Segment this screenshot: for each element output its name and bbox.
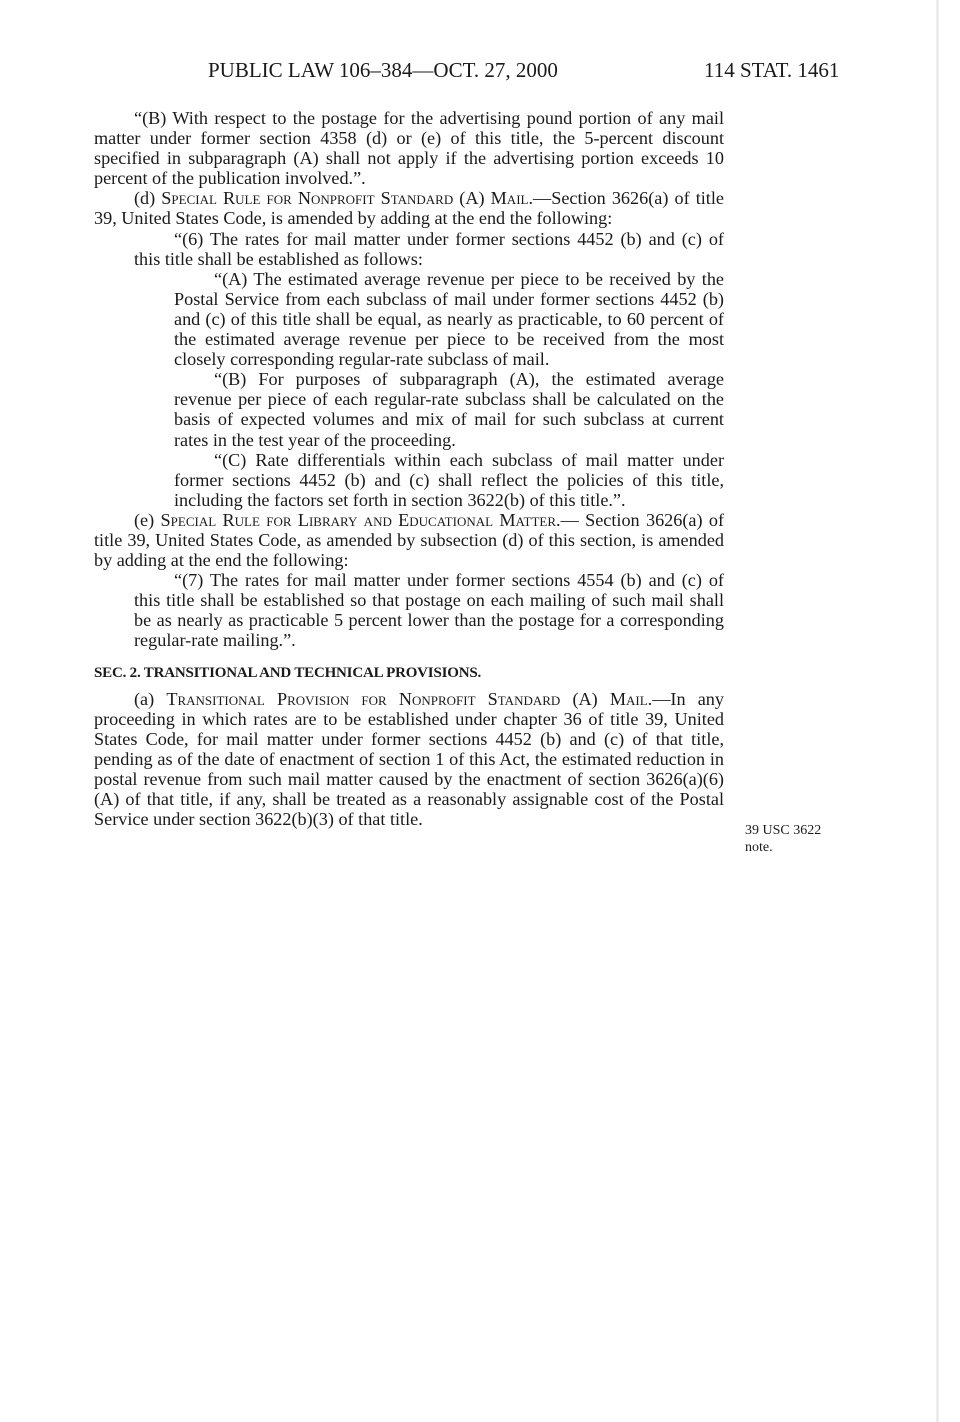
scan-edge-shadow (936, 0, 939, 1422)
stat-citation: 114 STAT. 1461 (704, 58, 840, 82)
subsection-e-heading: Special Rule for Library and Educational Matter. (160, 509, 561, 530)
subsection-2a-body: —In any proceeding in which rates are to be established under chapter 36 of title 39, United States Code, for mail matter under former sections 4452 (b) and (c) of that title, pending as of the date of enactment of section 1 of this Act, the estimated reduction in postal revenue from such mail matter caused by the enactment of section 3626(a)(6)(A) of that title, if any, shall be treated as a reasonably assignable cost of the Postal Service under section 3622(b)(3) of that title. (94, 688, 724, 830)
subsection-2a-heading: Transitional Provision for Nonprofit Standard (A) Mail. (166, 688, 653, 709)
subsection-e-prefix: (e) (134, 509, 161, 530)
margin-note-label: note. (745, 840, 773, 855)
subsection-2a (94, 689, 724, 830)
section-2-heading: SEC. 2. TRANSITIONAL AND TECHNICAL PROVISIONS. (94, 664, 482, 681)
body-text (94, 108, 724, 829)
subsection-d-heading: Special Rule for Nonprofit Standard (A) Mail. (161, 188, 534, 209)
subsection-e-body: — Section 3626(a) of title 39, United States Code, as amended by subsection (d) of this section, is amended by adding at the end the following: (94, 509, 725, 571)
subsection-d (94, 188, 724, 228)
subsection-e (94, 510, 724, 570)
paragraph-b-advertising: “(B) With respect to the postage for the advertising pound portion of any mail matter under former section 4358 (d) or (e) of this title, the 5-percent discount specified in subparagraph (A) shall not apply if the advertising portion exceeds 10 percent of the publication involved.”. (94, 108, 724, 189)
subsection-2a-prefix: (a) (134, 688, 167, 709)
page-header (0, 58, 960, 88)
paragraph-7: “(7) The rates for mail matter under former sections 4554 (b) and (c) of this title shall be established so that postage on each mailing of such mail shall be as nearly as practicable 5 percent lower than the postage for a corresponding regular-rate mailing.”. (134, 570, 724, 651)
running-head: PUBLIC LAW 106–384—OCT. 27, 2000 (208, 58, 558, 82)
subsection-d-body: —Section 3626(a) of title 39, United States Code, is amended by adding at the end the following: (94, 188, 724, 229)
subparagraph-b: “(B) For purposes of subparagraph (A), the estimated average revenue per piece of each regular-rate subclass shall be calculated on the basis of expected volumes and mix of mail for such subclass at current rates in the test year of the proceeding. (174, 369, 724, 450)
subsection-d-prefix: (d) (134, 188, 162, 209)
subparagraph-a: “(A) The estimated average revenue per piece to be received by the Postal Service from each subclass of mail under former sections 4452 (b) and (c) of this title shall be equal, as nearly as practicable, to 60 percent of the estimated average revenue per piece to be received from the most closely corresponding regular-rate subclass of mail. (174, 268, 724, 370)
margin-note (745, 822, 855, 856)
paragraph-6: “(6) The rates for mail matter under former sections 4452 (b) and (c) of this title shall be established as follows: (134, 228, 724, 269)
margin-note-citation: 39 USC 3622 (745, 823, 822, 838)
subparagraph-c: “(C) Rate differentials within each subclass of mail matter under former sections 4452 (b) and (c) shall reflect the policies of this title, including the factors set forth in section 3622(b) of this title.”. (174, 449, 724, 510)
